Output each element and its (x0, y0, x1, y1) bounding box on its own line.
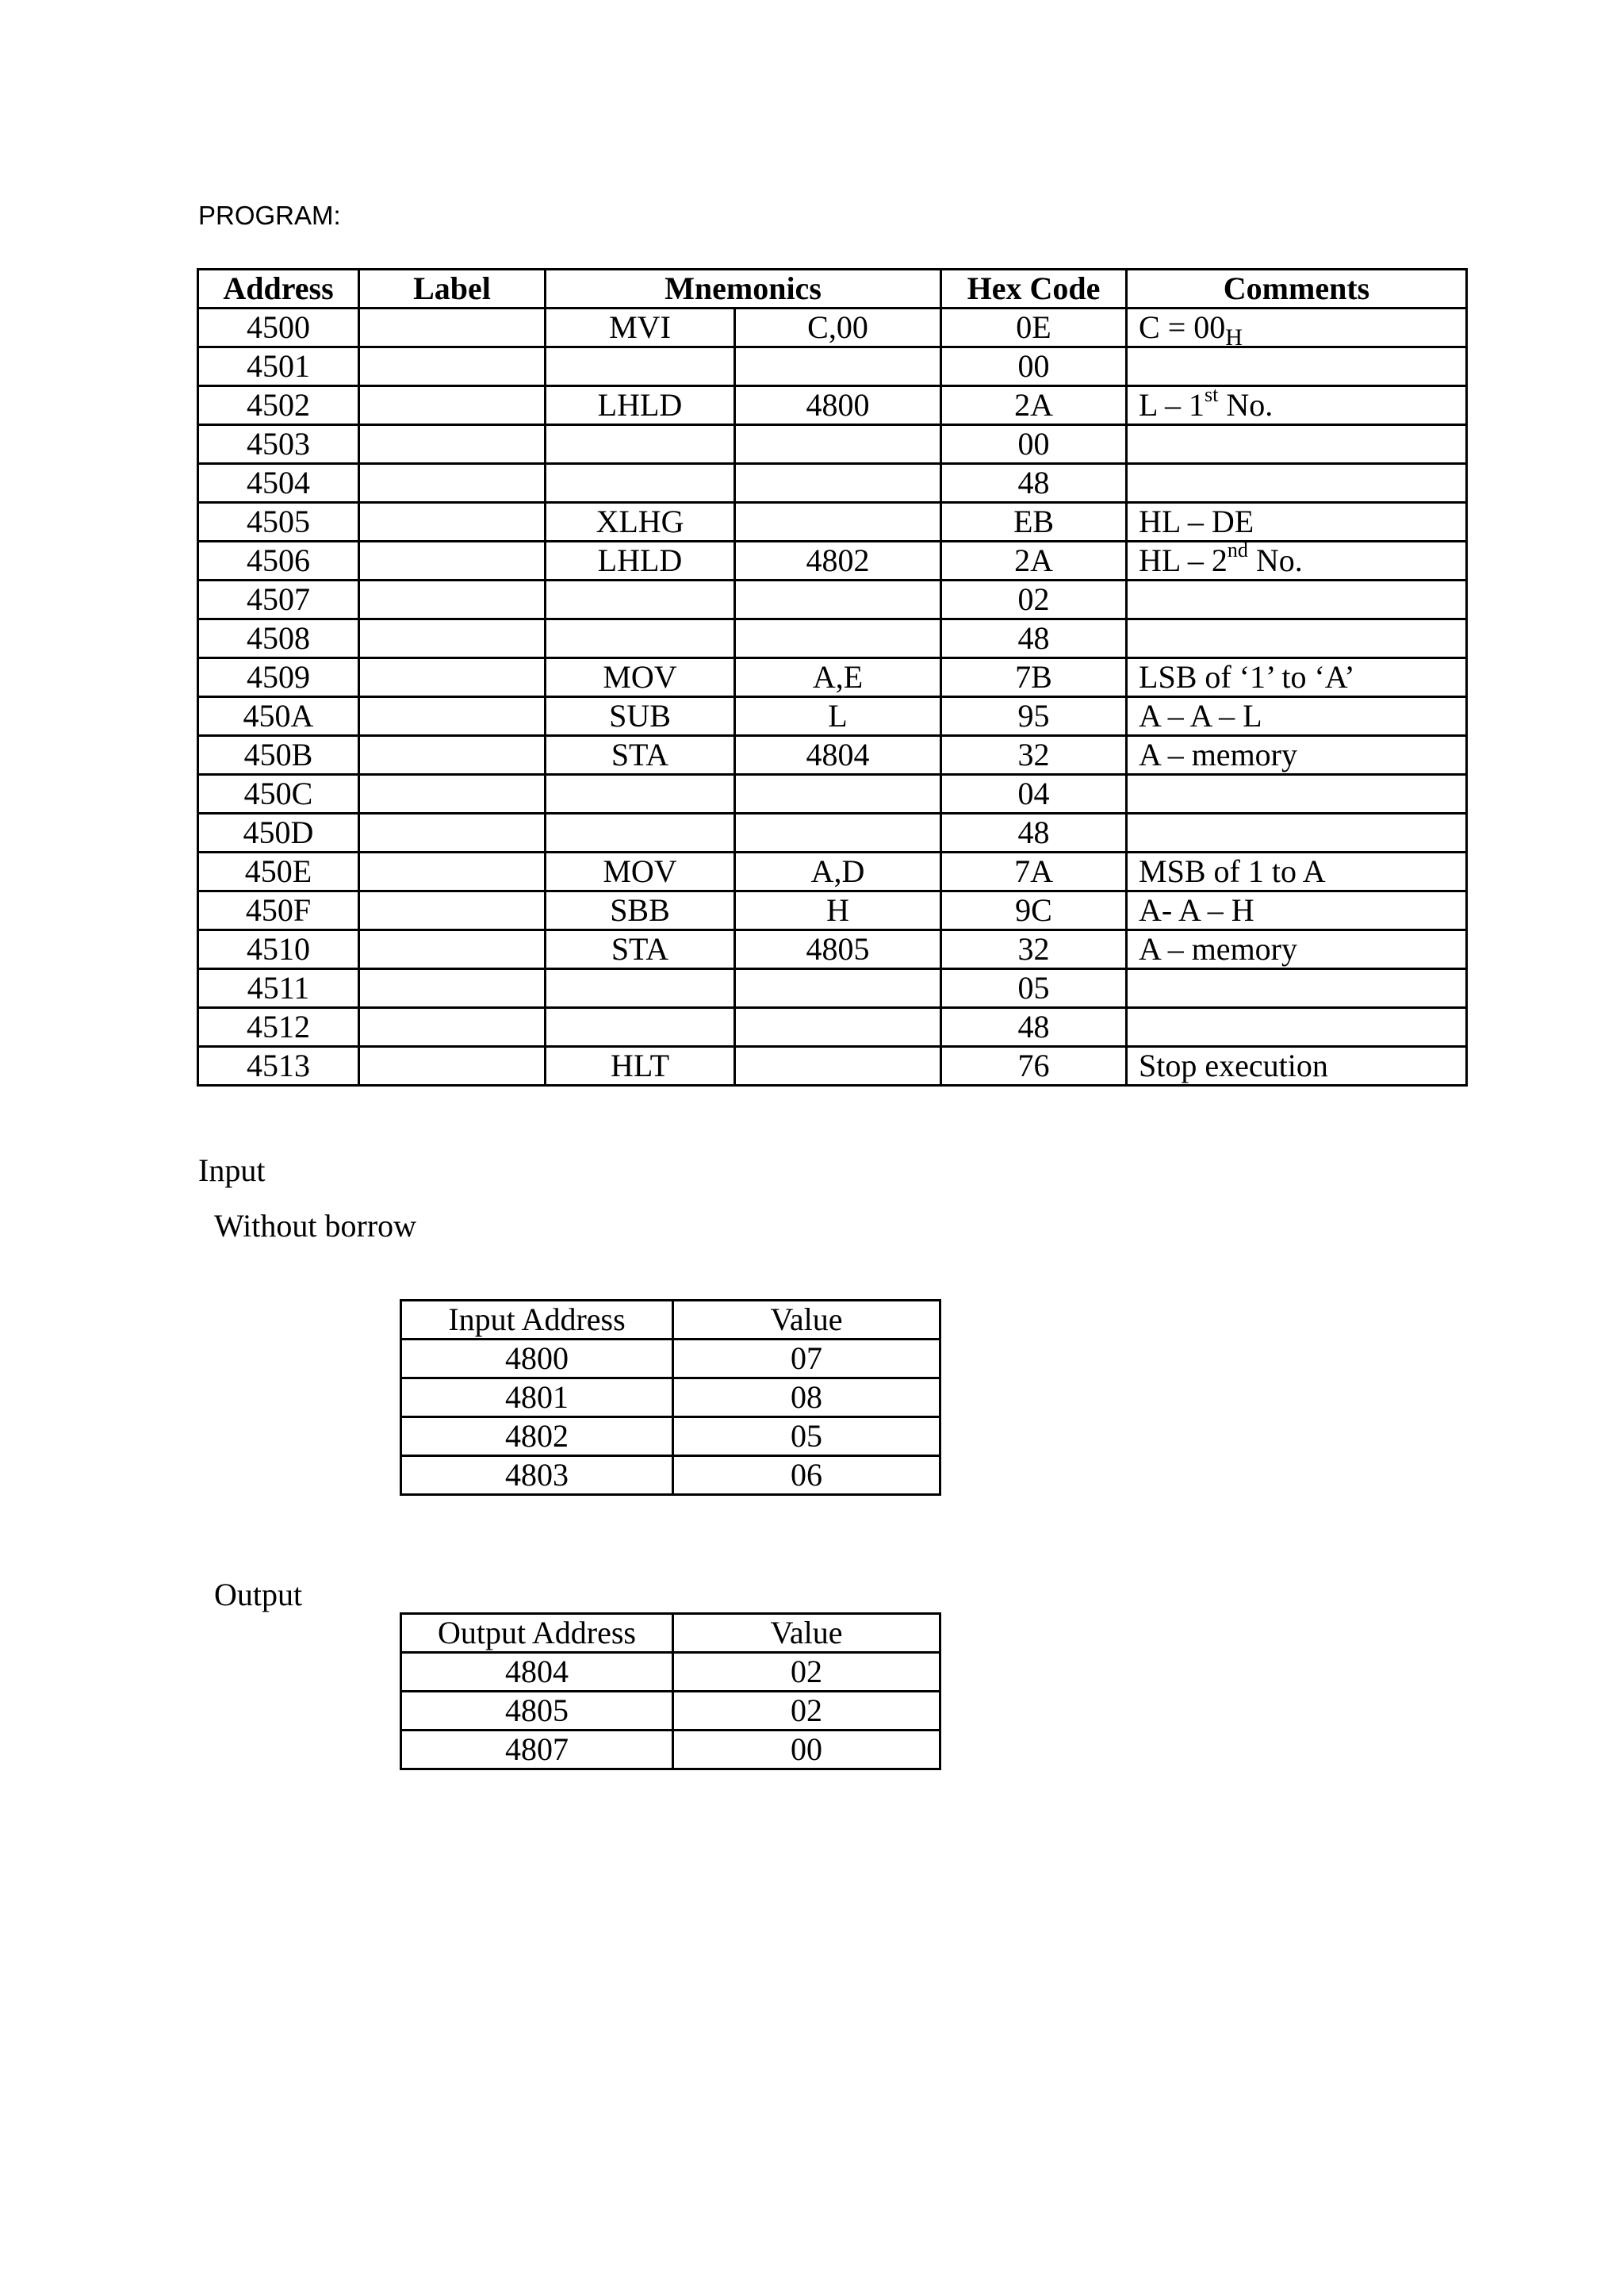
cell-comment (1127, 775, 1467, 814)
cell-mnemonic-op: MOV (546, 658, 735, 697)
cell-address: 4803 (401, 1456, 673, 1495)
comment-suffix: No. (1247, 542, 1303, 578)
cell-address: 450C (198, 775, 359, 814)
cell-mnemonic-operand (735, 969, 941, 1008)
cell-comment (1127, 619, 1467, 658)
cell-label (359, 581, 546, 619)
header-hex-code: Hex Code (941, 270, 1127, 309)
table-row (198, 853, 1467, 891)
cell-label (359, 969, 546, 1008)
cell-comment (1127, 542, 1467, 581)
table-row (401, 1417, 940, 1456)
cell-comment (1127, 697, 1467, 736)
cell-comment (1127, 425, 1467, 464)
cell-mnemonic-op: STA (546, 930, 735, 969)
input-header-value: Value (673, 1301, 940, 1340)
cell-comment (1127, 814, 1467, 853)
cell-address: 450B (198, 736, 359, 775)
comment-text: A – memory (1139, 737, 1297, 772)
cell-label (359, 736, 546, 775)
cell-label (359, 853, 546, 891)
header-label: Label (359, 270, 546, 309)
cell-address: 450F (198, 891, 359, 930)
cell-hex-code: 0E (941, 309, 1127, 347)
cell-label (359, 658, 546, 697)
cell-mnemonic-operand: 4805 (735, 930, 941, 969)
comment-text: A – memory (1139, 931, 1297, 967)
cell-mnemonic-operand: C,00 (735, 309, 941, 347)
cell-hex-code: 32 (941, 736, 1127, 775)
input-header-address: Input Address (401, 1301, 673, 1340)
cell-address: 450A (198, 697, 359, 736)
comment-text: L – 1 (1139, 387, 1205, 423)
comment-subscript: H (1225, 324, 1243, 347)
cell-mnemonic-op (546, 969, 735, 1008)
cell-comment (1127, 853, 1467, 891)
comment-text: HL – 2 (1139, 542, 1228, 578)
table-row (198, 930, 1467, 969)
cell-mnemonic-operand (735, 619, 941, 658)
cell-comment (1127, 1047, 1467, 1086)
table-row (401, 1731, 940, 1769)
cell-comment (1127, 658, 1467, 697)
cell-address: 4501 (198, 347, 359, 386)
cell-label (359, 619, 546, 658)
cell-address: 450E (198, 853, 359, 891)
cell-mnemonic-op (546, 347, 735, 386)
input-table-header-row (401, 1301, 940, 1340)
cell-mnemonic-operand: L (735, 697, 941, 736)
cell-hex-code: 48 (941, 464, 1127, 503)
cell-label (359, 697, 546, 736)
cell-mnemonic-operand: 4800 (735, 386, 941, 425)
cell-comment (1127, 969, 1467, 1008)
cell-mnemonic-op (546, 581, 735, 619)
page-heading: PROGRAM: (198, 201, 341, 230)
cell-address: 4507 (198, 581, 359, 619)
cell-hex-code: 76 (941, 1047, 1127, 1086)
cell-address: 4510 (198, 930, 359, 969)
comment-suffix: No. (1218, 387, 1274, 423)
cell-hex-code: 2A (941, 386, 1127, 425)
cell-label (359, 775, 546, 814)
table-row (198, 1047, 1467, 1086)
header-comments: Comments (1127, 270, 1467, 309)
cell-mnemonic-operand (735, 814, 941, 853)
cell-mnemonic-operand (735, 1008, 941, 1047)
input-table-body (401, 1340, 940, 1495)
cell-value: 08 (673, 1378, 940, 1417)
cell-mnemonic-op: LHLD (546, 542, 735, 581)
table-row (401, 1653, 940, 1692)
cell-address: 4502 (198, 386, 359, 425)
table-row (401, 1378, 940, 1417)
program-table-header-row (198, 270, 1467, 309)
cell-label (359, 464, 546, 503)
cell-mnemonic-op: XLHG (546, 503, 735, 542)
cell-hex-code: 7A (941, 853, 1127, 891)
table-row (198, 658, 1467, 697)
cell-value: 02 (673, 1692, 940, 1731)
cell-address: 4807 (401, 1731, 673, 1769)
cell-address: 4512 (198, 1008, 359, 1047)
input-section-subtitle: Without borrow (214, 1208, 417, 1244)
cell-mnemonic-op: SUB (546, 697, 735, 736)
cell-mnemonic-op (546, 425, 735, 464)
cell-address: 4503 (198, 425, 359, 464)
cell-address: 4509 (198, 658, 359, 697)
output-table (400, 1612, 941, 1770)
cell-value: 02 (673, 1653, 940, 1692)
cell-hex-code: 48 (941, 1008, 1127, 1047)
output-header-value: Value (673, 1614, 940, 1653)
cell-value: 06 (673, 1456, 940, 1495)
cell-mnemonic-op (546, 775, 735, 814)
comment-superscript: nd (1227, 541, 1248, 562)
table-row (198, 814, 1467, 853)
cell-label (359, 542, 546, 581)
table-row (198, 347, 1467, 386)
cell-mnemonic-operand: 4804 (735, 736, 941, 775)
table-row (401, 1456, 940, 1495)
output-section-title: Output (214, 1577, 303, 1612)
cell-address: 4800 (401, 1340, 673, 1378)
table-row (198, 425, 1467, 464)
cell-mnemonic-operand: H (735, 891, 941, 930)
output-table-header-row (401, 1614, 940, 1653)
cell-label (359, 309, 546, 347)
table-row (198, 891, 1467, 930)
output-header-address: Output Address (401, 1614, 673, 1653)
table-row (198, 736, 1467, 775)
cell-hex-code: 95 (941, 697, 1127, 736)
cell-mnemonic-op: HLT (546, 1047, 735, 1086)
cell-address: 4505 (198, 503, 359, 542)
header-address: Address (198, 270, 359, 309)
comment-text: A- A – H (1139, 892, 1254, 928)
cell-hex-code: 04 (941, 775, 1127, 814)
cell-comment (1127, 891, 1467, 930)
table-row (198, 542, 1467, 581)
cell-address: 4504 (198, 464, 359, 503)
cell-label (359, 386, 546, 425)
cell-mnemonic-op (546, 464, 735, 503)
cell-hex-code: 2A (941, 542, 1127, 581)
output-table-body (401, 1653, 940, 1769)
comment-text: Stop execution (1139, 1048, 1328, 1083)
cell-comment (1127, 503, 1467, 542)
cell-mnemonic-operand: A,E (735, 658, 941, 697)
cell-mnemonic-operand (735, 775, 941, 814)
header-mnemonics: Mnemonics (546, 270, 941, 309)
cell-comment (1127, 386, 1467, 425)
cell-address: 4804 (401, 1653, 673, 1692)
cell-mnemonic-op: SBB (546, 891, 735, 930)
table-row (198, 619, 1467, 658)
table-row (198, 503, 1467, 542)
comment-text: C = 00 (1139, 309, 1226, 345)
cell-mnemonic-operand (735, 1047, 941, 1086)
cell-hex-code: 32 (941, 930, 1127, 969)
program-table (197, 268, 1468, 1087)
cell-comment (1127, 581, 1467, 619)
cell-comment (1127, 1008, 1467, 1047)
table-row (401, 1340, 940, 1378)
cell-address: 4513 (198, 1047, 359, 1086)
cell-value: 05 (673, 1417, 940, 1456)
cell-address: 4508 (198, 619, 359, 658)
cell-hex-code: EB (941, 503, 1127, 542)
cell-mnemonic-op: STA (546, 736, 735, 775)
cell-address: 4511 (198, 969, 359, 1008)
table-row (198, 775, 1467, 814)
table-row (198, 697, 1467, 736)
cell-comment (1127, 309, 1467, 347)
cell-mnemonic-operand (735, 464, 941, 503)
cell-label (359, 814, 546, 853)
table-row (198, 386, 1467, 425)
table-row (198, 581, 1467, 619)
cell-label (359, 1047, 546, 1086)
cell-hex-code: 02 (941, 581, 1127, 619)
cell-comment (1127, 736, 1467, 775)
cell-hex-code: 9C (941, 891, 1127, 930)
comment-superscript: st (1204, 385, 1219, 406)
table-row (198, 309, 1467, 347)
cell-comment (1127, 347, 1467, 386)
cell-label (359, 503, 546, 542)
cell-address: 4506 (198, 542, 359, 581)
cell-label (359, 347, 546, 386)
cell-hex-code: 48 (941, 619, 1127, 658)
cell-hex-code: 00 (941, 425, 1127, 464)
program-table-body (198, 309, 1467, 1086)
cell-mnemonic-op: MVI (546, 309, 735, 347)
comment-text: LSB of ‘1’ to ‘A’ (1139, 659, 1355, 695)
table-row (401, 1692, 940, 1731)
cell-mnemonic-operand: A,D (735, 853, 941, 891)
input-table (400, 1299, 941, 1496)
cell-value: 00 (673, 1731, 940, 1769)
cell-address: 4801 (401, 1378, 673, 1417)
cell-mnemonic-operand (735, 581, 941, 619)
input-section-title: Input (198, 1152, 266, 1188)
cell-value: 07 (673, 1340, 940, 1378)
comment-text: A – A – L (1139, 698, 1262, 734)
cell-label (359, 891, 546, 930)
cell-mnemonic-op: LHLD (546, 386, 735, 425)
cell-address: 450D (198, 814, 359, 853)
cell-mnemonic-op (546, 814, 735, 853)
cell-mnemonic-op (546, 1008, 735, 1047)
cell-label (359, 1008, 546, 1047)
cell-address: 4500 (198, 309, 359, 347)
cell-hex-code: 48 (941, 814, 1127, 853)
cell-hex-code: 7B (941, 658, 1127, 697)
cell-comment (1127, 464, 1467, 503)
table-row (198, 464, 1467, 503)
cell-hex-code: 00 (941, 347, 1127, 386)
cell-mnemonic-operand (735, 425, 941, 464)
table-row (198, 969, 1467, 1008)
cell-address: 4802 (401, 1417, 673, 1456)
cell-mnemonic-op (546, 619, 735, 658)
comment-text: HL – DE (1139, 504, 1254, 539)
cell-address: 4805 (401, 1692, 673, 1731)
cell-mnemonic-operand (735, 503, 941, 542)
cell-mnemonic-op: MOV (546, 853, 735, 891)
cell-label (359, 425, 546, 464)
cell-hex-code: 05 (941, 969, 1127, 1008)
table-row (198, 1008, 1467, 1047)
cell-comment (1127, 930, 1467, 969)
cell-mnemonic-operand: 4802 (735, 542, 941, 581)
cell-label (359, 930, 546, 969)
cell-mnemonic-operand (735, 347, 941, 386)
comment-text: MSB of 1 to A (1139, 853, 1326, 889)
